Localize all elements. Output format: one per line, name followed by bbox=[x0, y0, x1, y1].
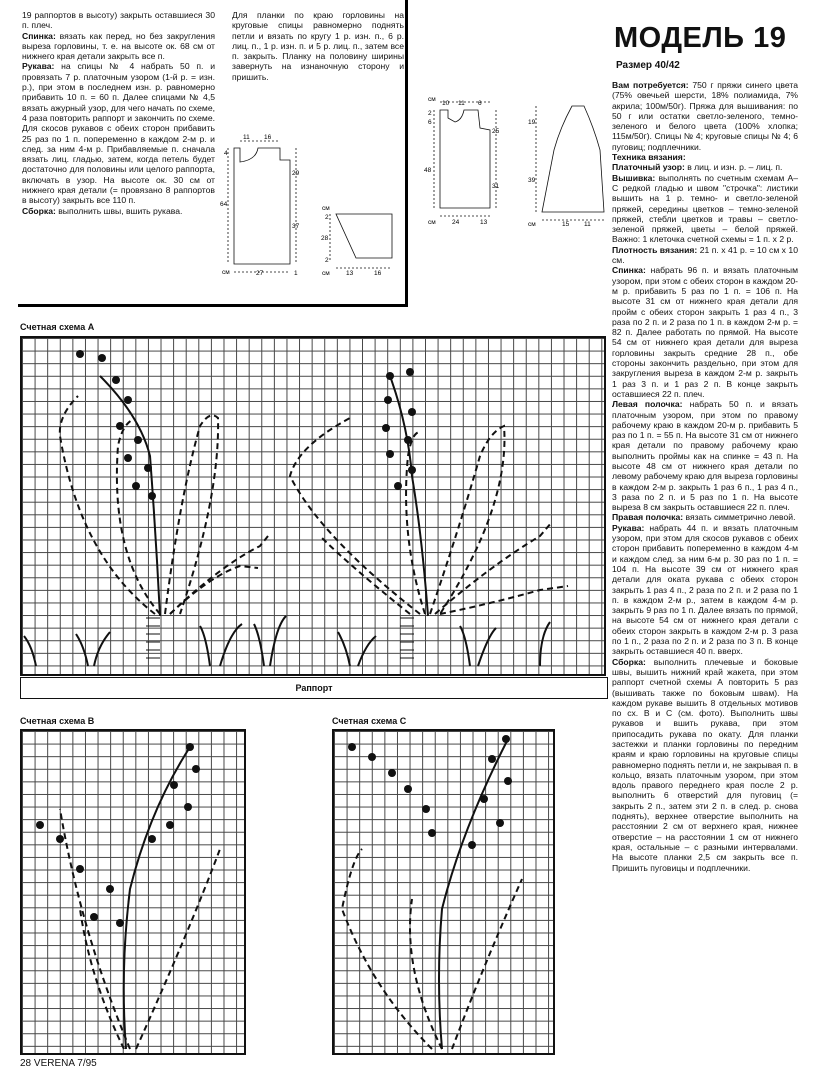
p1-bottom-r: 1 bbox=[294, 270, 298, 277]
model-title: МОДЕЛЬ 19 bbox=[614, 22, 787, 54]
col3-text-5: набрать 96 п. и вязать платочным узором, при этом с обеих сторон в каждом 20-м р. прибавить 5 раз по 1 п. = 106 п. На высоте 31 см от нижнего края детали для пройм с обеих сторон закрыть 1 раз 4 п., 3 раза по 2 п. и 2 раза по 1 п. в каждом 2-м р. = 82 п. Далее работать по прямой. На высоте 54 см от нижнего края детали для выреза горловины закрыть средние 28 п., обе стороны закончить раздельно, при этом для закругления выреза в каждом 2-м р. закрыть 1 раз 3 п. и 1 раз 2 п. В конце закрыть оставшиеся 22 п. плеч. bbox=[612, 265, 798, 399]
p1-top-1: 16 bbox=[264, 134, 272, 141]
pattern-piece-front bbox=[228, 141, 296, 272]
col1-text-2: на спицы № 4 набрать 50 п. и провязать 7 р. платочным узором (1-й р. = изн. р.), при этом в последнем изн. р. равномерно прибавить 10 п. = 60 п. Далее спицами № 4,5 вязать ажурный узор, для чего начать по схеме, 4 раза повторить раппорт и закончить по схеме. Для скосов рукавов с обеих сторон прибавить 25 раз по 1 п. попеременно в каждом 2-м р. и след. за ним 4-м р. Прибавляемые п. сначала вязать лиц. гладью, затем, когда петель будет достаточно для половины или целого раппорта, включать в узор. На высоте ок. 30 см от нижнего края детали (= провязано 8 раппортов в высоту) закрыть все 110 п. bbox=[22, 61, 215, 206]
col1-text-0: 19 раппортов в высоту) закрыть оставшиеся 30 п. плеч. bbox=[22, 10, 215, 31]
chart-c-motif bbox=[332, 729, 553, 1053]
col1-lead-3: Сборка: bbox=[22, 205, 56, 216]
col3-text-2: в лиц. и изн. р. – лиц. п. bbox=[684, 162, 783, 173]
chart-a-dashed-leaves bbox=[60, 396, 568, 614]
col3-lead-3: Вышивка: bbox=[612, 172, 656, 183]
col3-lead-5: Спинка: bbox=[612, 265, 646, 276]
p3-right-1: 31 bbox=[492, 183, 500, 190]
p1-left-0: 4 bbox=[224, 150, 228, 157]
p1-left-1: 64 bbox=[220, 201, 228, 208]
col3-text-0: 750 г пряжи синего цвета (75% овечьей шерсти, 18% полиамида, 7% акрила; 100м/50г). Пряжа для вышивания: по 50 г или остатки светло-зеленого, темно-зеленого и белого цвета (100% хлопка; 115м/50г). Спицы № 4; круговые спицы № 4; 6 пуговиц; подплечники. bbox=[612, 80, 798, 152]
pattern-piece-band bbox=[330, 214, 392, 268]
p3-right-0: 25 bbox=[492, 128, 500, 135]
p1-right-1: 37 bbox=[292, 223, 300, 230]
chart-c-stems bbox=[439, 739, 508, 1049]
col3-lead-2: Платочный узор: bbox=[612, 162, 685, 173]
col3-lead-9: Сборка: bbox=[612, 656, 646, 667]
col3-lead-6: Левая полочка: bbox=[612, 399, 683, 410]
p3-top-0: 10 bbox=[442, 100, 450, 107]
pattern-piece-sleeve bbox=[536, 106, 604, 220]
p1-right-0: 29 bbox=[292, 170, 300, 177]
p2-left-0: 2 bbox=[325, 214, 329, 221]
p1-bottom: 27 bbox=[256, 270, 264, 277]
chart-a-motif bbox=[20, 336, 606, 676]
col3-paragraph-9 bbox=[612, 657, 798, 873]
col3-paragraph-6 bbox=[612, 399, 798, 512]
col1-text-3: выполнить швы, вшить рукава. bbox=[55, 205, 183, 216]
p4-cm: см bbox=[528, 221, 536, 228]
p3-bottom-1: 13 bbox=[480, 219, 488, 226]
col3-lead-7: Правая полочка: bbox=[612, 512, 684, 523]
p2-bottom-1: 16 bbox=[374, 270, 382, 277]
p2-left-2: 2 bbox=[325, 257, 329, 264]
col3-lead-0: Вам потребуется: bbox=[612, 80, 689, 90]
col3-text-3: выполнять по счетным схемам А–С редкой гладью и швом "строчка": листики вышить на 1 р. темно- и светло-зеленой пряжей, середины цветков – темно-зеленой пряжей, стебли цветков и травы – светло-зеленой пряжей, цветы – белой пряжей. Важно: 1 клеточка счетной схемы = 1 п. х 2 р. bbox=[612, 172, 798, 245]
chart-b-stems bbox=[124, 747, 190, 1049]
p2-left-1: 28 bbox=[321, 235, 329, 242]
size-label: Размер 40/42 bbox=[616, 60, 680, 71]
pattern-piece-left-front bbox=[434, 102, 496, 216]
col3-lead-8: Рукава: bbox=[612, 522, 645, 533]
col3-text-6: набрать 50 п. и вязать платочным узором, при этом по правому рабочему краю в каждом 20-м р. прибавить 5 раз по 1 п. = 55 п. На высоте 31 см от нижнего края детали по правому рабочему краю выполнить проймы как на спинке = 43 п. На высоте 48 см от нижнего края детали по левому рабочему краю для выреза горловины в каждом 2-м р. закрыть 1 раз 6 п., 1 раз 4 п., 3 раза по 2 п. и 5 раз по 1 п. На высоте выреза 8 см закрыть оставшиеся 22 п. плеч. bbox=[612, 399, 799, 513]
col2-text-0: Для планки по краю горловины на круговые спицы равномерно поднять петли и вязать по кругу 1 р. изн. п., 6 р. лиц. п., 1 р. изн. п. и 5 р. лиц. п., затем все п. закрыть. Планку на половину ширины завернуть на изнаночную сторону и пришить. bbox=[232, 10, 404, 82]
scheme-c-caption: Счетная схема С bbox=[332, 716, 407, 726]
p3-cm: см bbox=[428, 96, 436, 103]
chart-a-grass bbox=[24, 616, 550, 666]
chart-b-dashed bbox=[60, 809, 220, 1049]
chart-c-dashed bbox=[342, 849, 522, 1049]
rapport-bar: Раппорт bbox=[20, 677, 608, 699]
p4-left-1: 39 bbox=[528, 177, 536, 184]
p3-top-2: 6 bbox=[478, 100, 482, 107]
col3-lead-4: Плотность вязания: bbox=[612, 244, 698, 255]
scheme-a-caption: Счетная схема А bbox=[20, 322, 95, 332]
p1-cm: см bbox=[222, 269, 230, 276]
chart-b-motif bbox=[20, 729, 244, 1053]
pattern-diagrams bbox=[0, 0, 820, 330]
col1-lead-1: Спинка: bbox=[22, 30, 56, 41]
p4-bottom-0: 15 bbox=[562, 221, 570, 228]
p3-left-2: 48 bbox=[424, 167, 432, 174]
col3-text-7: вязать симметрично левой. bbox=[683, 512, 796, 523]
chart-c-flowers bbox=[348, 735, 512, 849]
col3-lead-1: Техника вязания: bbox=[612, 152, 686, 163]
col3-text-4: 21 п. х 41 р. = 10 см х 10 см. bbox=[612, 244, 798, 266]
p3-left-0: 2 bbox=[428, 110, 432, 117]
p3-bottom-0: 24 bbox=[452, 219, 460, 226]
p1-top-0: 11 bbox=[243, 134, 250, 141]
col3-paragraph-8 bbox=[612, 523, 798, 657]
col1-text-1: вязать как перед, но без закругления выреза горловины, т. е. на высоте ок. 68 см от нижнего края детали закрыть все п. bbox=[22, 30, 215, 62]
p4-bottom-1: 11 bbox=[584, 221, 591, 228]
p2-bottom-0: 13 bbox=[346, 270, 354, 277]
col3-text-8: набрать 44 п. и вязать платочным узором, при этом для скосов рукавов с обеих сторон прибавить попеременно в каждом 4-м и каждом след. за ним 6-м р. 30 раз по 1 п. = 104 п. На высоте 39 см от нижнего края детали для оката рукава с обеих сторон закрыть 1 раз 4 п., 2 раза по 2 п. и 2 раза по 1 п. в каждом 2-м р., затем в каждом 4-м р. закрыть 9 раз по 1 п. Далее вязать по прямой, на высоте 54 см от нижнего края детали с обеих сторон закрыть в каждом 2-м р. 3 раза по 1 п., 2 раза по 2 п. и 2 раза по 3 п. В конце закрыть оставшиеся 40 п. вверх. bbox=[612, 522, 798, 657]
col3-text-9: выполнить плечевые и боковые швы, вышить нижний край жакета, при этом раппорт счетной схемы А повторить 5 раз (вышивать также по боковым швам). На каждом рукаве вышить 8 отдельных мотивов по сх. В и С (см. фото). Выполнить швы рукавов и вшить рукава, при этом припосадить рукава по окату. Для планки застежки и планки горловины по передним краям и краю горловины на круговые спицы равномерно поднять петли и, не закрывая п. в кольцо, вязать платочным узором, при этом вдоль правого переднего края после 2 р. выполнить 6 отверстий для пуговиц (= закрыть 2 п., затем эти 2 п. в след. р. снова поднять), верхнее отверстие выполнить на расстоянии 2 см от верхнего края, нижнее отверстие – на расстоянии 1 см от нижнего края, остальные – с разными интервалами. На высоте планки 2,5 см закрыть все п. Пришить пуговицы и подплечники. bbox=[612, 656, 798, 873]
p4-left-0: 19 bbox=[528, 119, 536, 126]
p3-top-1: 11 bbox=[458, 100, 465, 107]
scheme-b-caption: Счетная схема В bbox=[20, 716, 95, 726]
p2-cm-top: см bbox=[322, 205, 330, 212]
p2-cm: см bbox=[322, 270, 330, 277]
p3-cm-b: см bbox=[428, 219, 436, 226]
page-footer: 28 VERENA 7/95 bbox=[20, 1058, 97, 1069]
col3-paragraph-7 bbox=[612, 512, 798, 522]
col1-lead-2: Рукава: bbox=[22, 61, 55, 72]
p3-left-1: 6 bbox=[428, 119, 432, 126]
